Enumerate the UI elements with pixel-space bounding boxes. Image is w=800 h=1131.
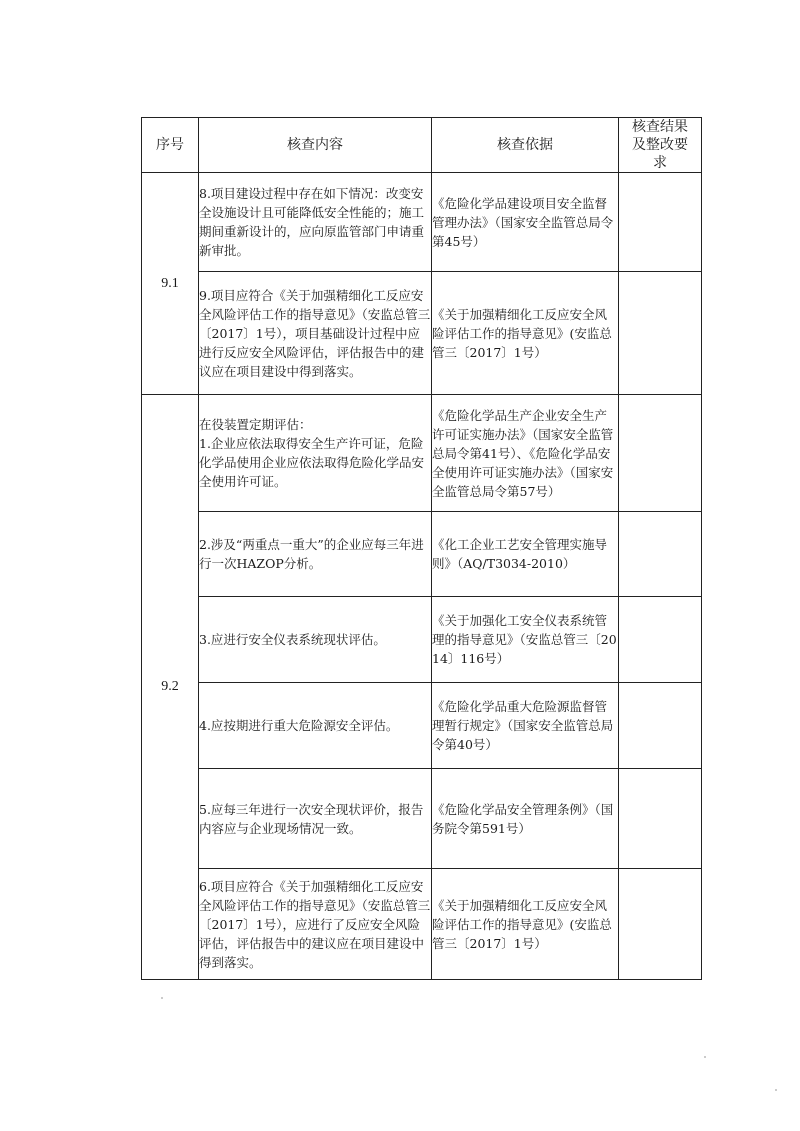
content-cell: 在役装置定期评估： 1.企业应依法取得安全生产许可证，危险化学品使用企业应依法取得危险化学品安全使用许可证。 [199, 395, 432, 512]
result-cell[interactable] [619, 769, 702, 869]
header-result: 核查结果及整改要求 [619, 118, 702, 173]
table-row [142, 395, 702, 512]
basis-cell: 《关于加强精细化工反应安全风险评估工作的指导意见》(安监总管三〔2017〕1号） [432, 869, 619, 980]
basis-cell: 《危险化学品重大危险源监督管理暂行规定》（国家安全监管总局令第40号） [432, 683, 619, 769]
content-cell: 8.项目建设过程中存在如下情况：改变安全设施设计且可能降低安全性能的；施工期间重新设计的，应向原监管部门申请重新审批。 [199, 173, 432, 272]
result-cell[interactable] [619, 272, 702, 395]
content-cell: 3.应进行安全仪表系统现状评估。 [199, 597, 432, 683]
content-cell: 2.涉及“两重点一重大”的企业应每三年进行一次HAZOP分析。 [199, 512, 432, 597]
inspection-table [141, 117, 702, 980]
scan-speck [161, 997, 163, 999]
scan-speck [775, 1089, 777, 1091]
content-cell: 9.项目应符合《关于加强精细化工反应安全风险评估工作的指导意见》（安监总管三〔2017〕1号），项目基础设计过程中应进行反应安全风险评估，评估报告中的建议应在项目建设中得到落实。 [199, 272, 432, 395]
basis-cell: 《危险化学品安全管理条例》（国务院令第591号） [432, 769, 619, 869]
result-cell[interactable] [619, 395, 702, 512]
header-basis: 核查依据 [432, 118, 619, 173]
table-row [142, 173, 702, 272]
content-cell: 6.项目应符合《关于加强精细化工反应安全风险评估工作的指导意见》（安监总管三〔2017〕1号），应进行了反应安全风险评估，评估报告中的建议应在项目建设中得到落实。 [199, 869, 432, 980]
result-cell[interactable] [619, 597, 702, 683]
seq-cell: 9.1 [142, 173, 199, 395]
seq-cell: 9.2 [142, 395, 199, 980]
table-row [142, 512, 702, 597]
header-content: 核查内容 [199, 118, 432, 173]
basis-cell: 《关于加强精细化工反应安全风险评估工作的指导意见》(安监总管三〔2017〕1号） [432, 272, 619, 395]
content-cell: 4.应按期进行重大危险源安全评估。 [199, 683, 432, 769]
result-cell[interactable] [619, 512, 702, 597]
result-cell[interactable] [619, 683, 702, 769]
basis-cell: 《关于加强化工安全仪表系统管理的指导意见》（安监总管三〔2014〕116号） [432, 597, 619, 683]
basis-cell: 《危险化学品生产企业安全生产许可证实施办法》（国家安全监管总局令第41号）、《危险化学品安全使用许可证实施办法》（国家安全监管总局令第57号） [432, 395, 619, 512]
basis-cell: 《危险化学品建设项目安全监督管理办法》（国家安全监管总局令第45号） [432, 173, 619, 272]
header-seq: 序号 [142, 118, 199, 173]
result-cell[interactable] [619, 869, 702, 980]
table-row [142, 272, 702, 395]
result-cell[interactable] [619, 173, 702, 272]
basis-cell: 《化工企业工艺安全管理实施导则》（AQ/T3034-2010） [432, 512, 619, 597]
table-row [142, 683, 702, 769]
scan-speck [704, 1056, 706, 1058]
table-row [142, 597, 702, 683]
content-cell: 5.应每三年进行一次安全现状评价，报告内容应与企业现场情况一致。 [199, 769, 432, 869]
table-row [142, 869, 702, 980]
table-row [142, 769, 702, 869]
table-header-row [142, 118, 702, 173]
